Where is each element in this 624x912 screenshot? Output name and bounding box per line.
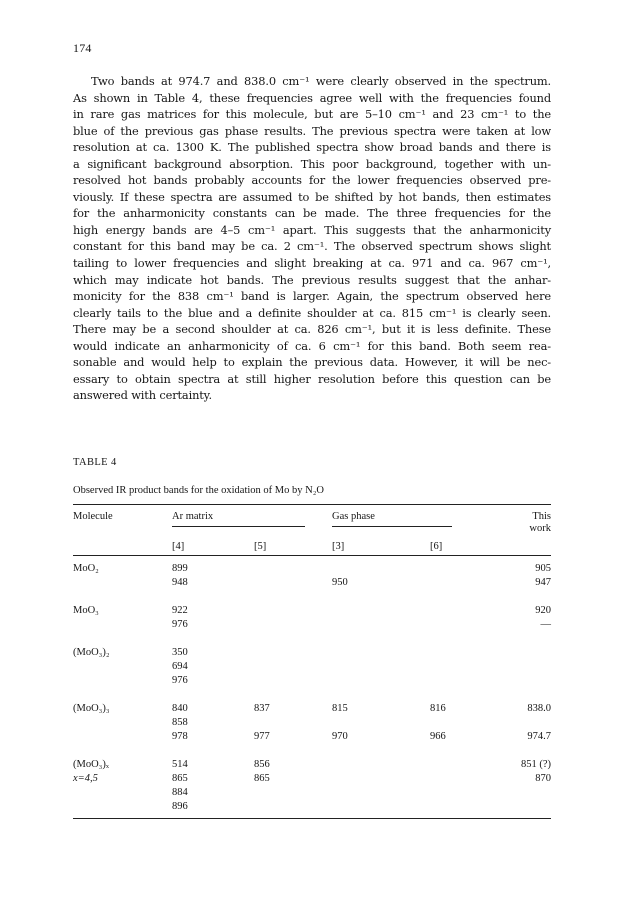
header-ref-4: [4]	[172, 541, 185, 552]
paragraph-line: in rare gas matrices for this molecule, but are 5–10 cm⁻¹ and 23 cm⁻¹ to the	[73, 107, 551, 122]
table-header-bottom-rule	[73, 555, 551, 556]
header-ref-3: [3]	[332, 541, 345, 552]
value-cell: 922	[172, 605, 188, 616]
header-ref-6: [6]	[430, 541, 443, 552]
header-gas-phase: Gas phase	[332, 511, 375, 522]
header-molecule: Molecule	[73, 511, 113, 522]
header-ref-5: [5]	[254, 541, 267, 552]
value-cell: 978	[172, 731, 188, 742]
header-this-work-line2: work	[529, 523, 551, 534]
paragraph-line: which may indicate hot bands. The previous results suggest that the anhar-	[73, 272, 551, 287]
value-cell: 870	[535, 773, 551, 784]
paragraph-line: resolved hot bands probably accounts for the lower frequencies observed pre-	[73, 173, 551, 188]
value-cell: 694	[172, 661, 188, 672]
value-cell: 838.0	[527, 703, 551, 714]
paragraph-line: essary to obtain spectra at still higher resolution before this question can be	[73, 371, 551, 386]
value-cell: 816	[430, 703, 446, 714]
paragraph-line: There may be a second shoulder at ca. 826 cm⁻¹, but it is less definite. These	[73, 322, 551, 337]
value-cell: 947	[535, 577, 551, 588]
paragraph-line: monicity for the 838 cm⁻¹ band is larger. Again, the spectrum observed here	[73, 289, 551, 304]
value-cell: 950	[332, 577, 348, 588]
paragraph-line: constant for this band may be ca. 2 cm⁻¹. The observed spectrum shows slight	[73, 239, 551, 254]
paragraph-line: resolution at ca. 1300 K. The published spectra show broad bands and there is	[73, 140, 551, 155]
value-cell: 840	[172, 703, 188, 714]
table-label: TABLE 4	[73, 457, 117, 468]
molecule-cell: (MoO₃)₂	[73, 647, 110, 658]
value-cell: 865	[172, 773, 188, 784]
molecule-note: x=4,5	[73, 773, 98, 784]
paragraph-line: blue of the previous gas phase results. The previous spectra were taken at low	[73, 123, 551, 138]
paragraph-line: high energy bands are 4–5 cm⁻¹ apart. This suggests that the anharmonicity	[73, 222, 551, 237]
value-cell: 920	[535, 605, 551, 616]
paragraph-line: would indicate an anharmonicity of ca. 6 cm⁻¹ for this band. Both seem rea-	[73, 338, 551, 353]
value-cell: 514	[172, 759, 188, 770]
ar-matrix-span-rule	[172, 526, 305, 527]
table-caption: Observed IR product bands for the oxidation of Mo by N₂O	[73, 485, 324, 496]
page-number: 174	[73, 41, 92, 55]
value-cell: 896	[172, 801, 188, 812]
paragraph-line: answered with certainty.	[73, 388, 212, 403]
value-cell: 948	[172, 577, 188, 588]
table-top-rule	[73, 504, 551, 505]
molecule-cell: (MoO₃)₃	[73, 703, 110, 714]
value-cell: 977	[254, 731, 270, 742]
value-cell: 851 (?)	[520, 759, 551, 770]
header-ar-matrix: Ar matrix	[172, 511, 214, 522]
value-cell: 884	[172, 787, 188, 798]
paragraph-line: for the anharmonicity constants can be made. The three frequencies for the	[73, 206, 551, 221]
body-paragraph	[73, 73, 551, 404]
value-cell: 899	[172, 563, 188, 574]
value-cell: 856	[254, 759, 270, 770]
value-cell: 966	[430, 731, 446, 742]
value-cell: 865	[254, 773, 270, 784]
paragraph-line: viously. If these spectra are assumed to be shifted by hot bands, then estimates	[73, 189, 551, 204]
value-cell: 970	[332, 731, 348, 742]
value-cell: 858	[172, 717, 188, 728]
value-cell: 974.7	[527, 731, 551, 742]
table-bottom-rule	[73, 818, 551, 819]
paragraph-line: tailing to lower frequencies and slight breaking at ca. 971 and ca. 967 cm⁻¹,	[73, 256, 551, 271]
paragraph-line: a significant background absorption. This poor background, together with un-	[73, 156, 551, 171]
value-cell: 350	[172, 647, 188, 658]
paragraph-line: As shown in Table 4, these frequencies agree well with the frequencies found	[73, 90, 551, 105]
value-cell: 976	[172, 675, 188, 686]
molecule-cell: (MoO₃)ₓ	[73, 759, 109, 770]
paragraph-line: clearly tails to the blue and a definite shoulder at ca. 815 cm⁻¹ is clearly seen.	[73, 305, 551, 320]
paragraph-line: Two bands at 974.7 and 838.0 cm⁻¹ were clearly observed in the spectrum.	[91, 74, 551, 88]
value-cell: 837	[254, 703, 270, 714]
gas-phase-span-rule	[332, 526, 452, 527]
value-cell: 905	[535, 563, 551, 574]
value-cell: —	[540, 619, 551, 630]
molecule-cell: MoO₃	[73, 605, 99, 616]
value-cell: 976	[172, 619, 188, 630]
paragraph-line: sonable and would help to explain the previous data. However, it will be nec-	[73, 355, 551, 370]
header-this-work-line1: This	[532, 511, 551, 522]
value-cell: 815	[332, 703, 348, 714]
molecule-cell: MoO₂	[73, 563, 99, 574]
